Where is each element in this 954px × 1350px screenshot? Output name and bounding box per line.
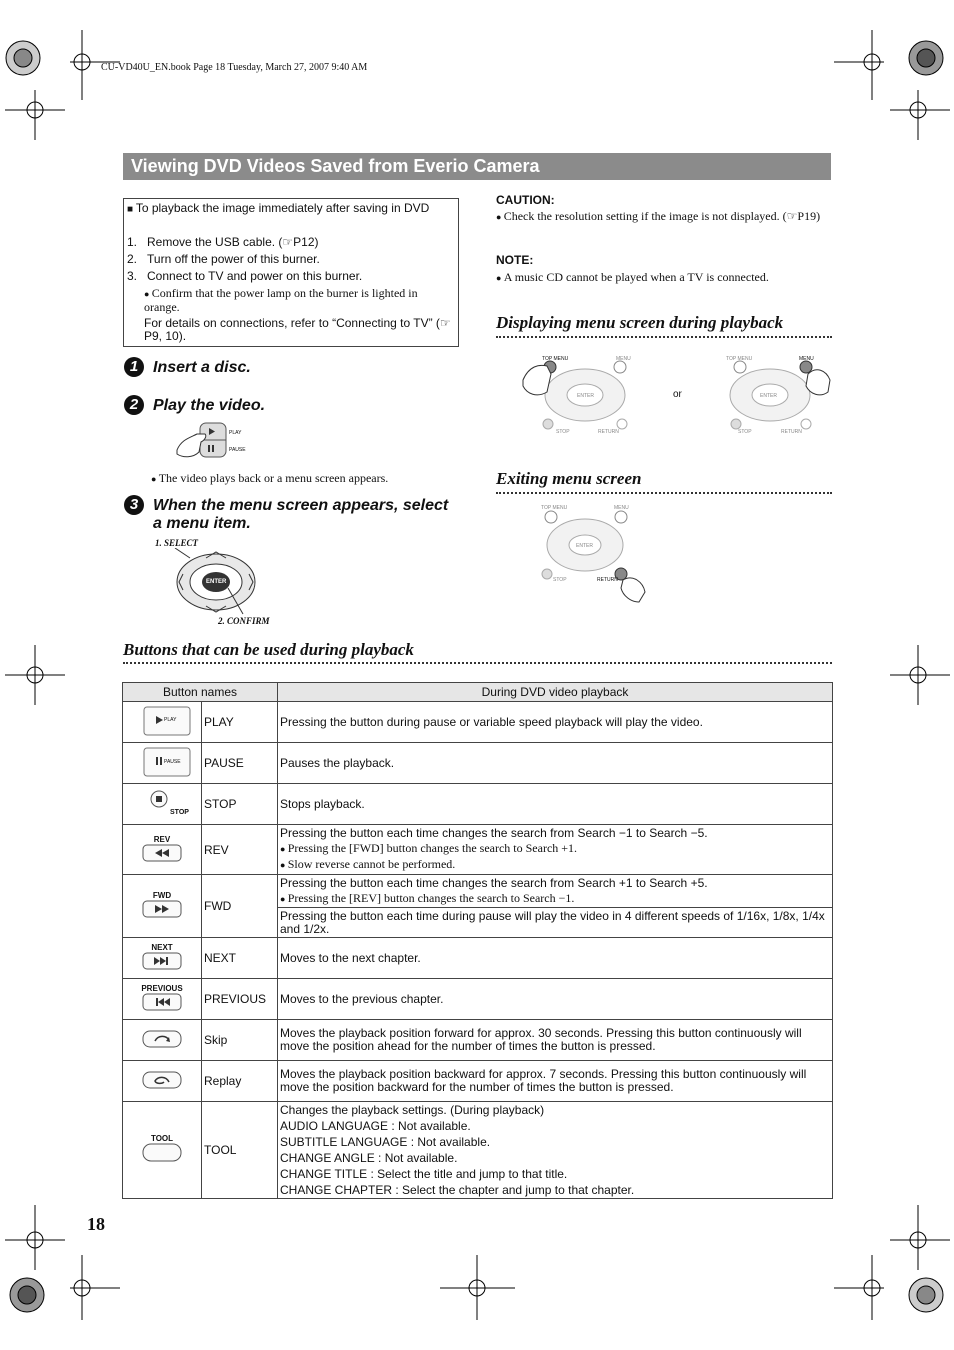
table-row [123,702,833,743]
fwd-button-icon: FWD [123,875,202,938]
divider [123,662,832,664]
play-bullet: ● The video plays back or a menu screen appears. [151,471,388,486]
step-2-number-icon: 2 [124,395,144,415]
remote1-enter-label: ENTER [577,393,594,399]
remote2-menu-label: MENU [799,356,814,362]
play-pause-hand-illustration [175,420,255,460]
row-desc: Pressing the button each time changes the search from Search −1 to Search −5. ● Pressing the [FWD] button changes the search to Search +1. ● Slow reverse cannot be performed. [278,825,833,875]
skip-button-icon [123,1020,202,1061]
remote3-return-label: RETURN [597,577,618,583]
stop-button-icon: STOP [123,784,202,825]
remote2-enter-label: ENTER [760,393,777,399]
remote3-top-menu-label: TOP MENU [541,505,568,511]
step-3-text: When the menu screen appears, select a menu item. [153,497,449,532]
replay-button-icon [123,1061,202,1102]
remote-return-illustration [535,504,655,604]
remote3-stop-label: STOP [553,577,567,583]
note-box-heading: ■ To playback the image immediately after saving in DVD [127,201,430,215]
row-name: Skip [202,1020,278,1061]
book-info-line: CU-VD40U_EN.book Page 18 Tuesday, March 27, 2007 9:40 AM [101,62,368,73]
table-row [123,825,833,875]
row-name: STOP [202,784,278,825]
exit-menu-heading: Exiting menu screen [496,469,642,488]
play-button-icon: PLAY [123,702,202,743]
table-row [123,784,833,825]
remote1-menu-label: MENU [616,356,631,362]
row-name: NEXT [202,938,278,979]
row-desc: Pressing the button each time during pause will play the video in 4 different speeds of 1/16x, 1/8x, 1/4x and 1/2x. [278,908,833,938]
remote-menu-illustration [722,352,842,437]
row-name: REV [202,825,278,875]
note-step-3: 3. Connect to TV and power on this burner. [127,269,363,283]
remote3-enter-label: ENTER [576,543,593,549]
rev-button-icon: REV [123,825,202,875]
row-desc: Changes the playback settings. (During playback) AUDIO LANGUAGE : Not available. SUBTITLE LANGUAGE : Not available. CHANGE ANGLE : Not available. CHANGE TITLE : Select the title and jump to that title. CHANGE CHAPTER : Select the chapter and jump to that chapter. [278,1102,833,1199]
step-2-text: Play the video. [153,397,266,414]
remote1-top-menu-label: TOP MENU [542,356,569,362]
row-name: PAUSE [202,743,278,784]
table-row [123,938,833,979]
divider [496,492,832,494]
remote2-return-label: RETURN [781,429,802,435]
table-row [123,979,833,1020]
remote-top-menu-illustration [515,352,635,437]
pause-button-icon: PAUSE [123,743,202,784]
note-bullet: ● Confirm that the power lamp on the burner is lighted in orange. [144,287,456,314]
divider [496,336,832,338]
col-playback: During DVD video playback [278,683,833,702]
table-row [123,743,833,784]
remote2-top-menu-label: TOP MENU [726,356,753,362]
row-desc: Pressing the button during pause or variable speed playback will play the video. [278,702,833,743]
row-name: Replay [202,1061,278,1102]
confirm-label: 2. CONFIRM [218,616,270,626]
row-desc: Moves to the next chapter. [278,938,833,979]
note-box [123,198,459,347]
display-menu-heading: Displaying menu screen during playback [496,313,784,332]
row-desc: Pauses the playback. [278,743,833,784]
buttons-heading: Buttons that can be used during playback [123,640,414,659]
or-label: or [673,389,682,400]
table-row [123,1020,833,1061]
row-name: PLAY [202,702,278,743]
remote3-menu-label: MENU [614,505,629,511]
step-1-number-icon: 1 [124,357,144,377]
row-desc: Stops playback. [278,784,833,825]
row-name: TOOL [202,1102,278,1199]
buttons-table [122,682,833,1199]
table-row [123,1061,833,1102]
enter-label: ENTER [206,579,227,585]
caution-text: ● Check the resolution setting if the image is not displayed. (☞P19) [496,209,831,225]
table-row [123,875,833,908]
previous-button-icon: PREVIOUS [123,979,202,1020]
step-3-number-icon: 3 [124,495,144,515]
page-number: 18 [87,1214,105,1234]
remote2-stop-label: STOP [738,429,752,435]
pause-label: PAUSE [229,447,246,453]
page-title: Viewing DVD Videos Saved from Everio Camera [123,153,831,180]
col-button-names: Button names [123,683,278,702]
next-button-icon: NEXT [123,938,202,979]
note-label: NOTE: [496,253,534,267]
row-desc: Moves to the previous chapter. [278,979,833,1020]
row-desc: Moves the playback position forward for approx. 30 seconds. Pressing this button continuously will move the position ahead for the number of times the button is pressed. [278,1020,833,1061]
caution-label: CAUTION: [496,193,555,207]
row-desc: Pressing the button each time changes the search from Search +1 to Search +5. ● Pressing the [REV] button changes the search to Search −1. [278,875,833,908]
row-desc: Moves the playback position backward for approx. 7 seconds. Pressing this button continuously will move the position backward for the number of times the button is pressed. [278,1061,833,1102]
play-label: PLAY [229,430,242,436]
note-step-2: 2. Turn off the power of this burner. [127,252,320,266]
note-step-1: 1. Remove the USB cable. (☞P12) [127,235,319,249]
select-label: 1. SELECT [155,538,199,548]
row-name: PREVIOUS [202,979,278,1020]
step-1-text: Insert a disc. [153,359,251,376]
tool-button-icon: TOOL [123,1102,202,1199]
table-row [123,1102,833,1199]
note-details: For details on connections, refer to “Connecting to TV” (☞P9, 10). [144,316,451,343]
row-name: FWD [202,875,278,938]
table-header-row [123,683,833,702]
note-text: ● A music CD cannot be played when a TV is connected. [496,270,769,285]
remote1-stop-label: STOP [556,429,570,435]
remote1-return-label: RETURN [598,429,619,435]
